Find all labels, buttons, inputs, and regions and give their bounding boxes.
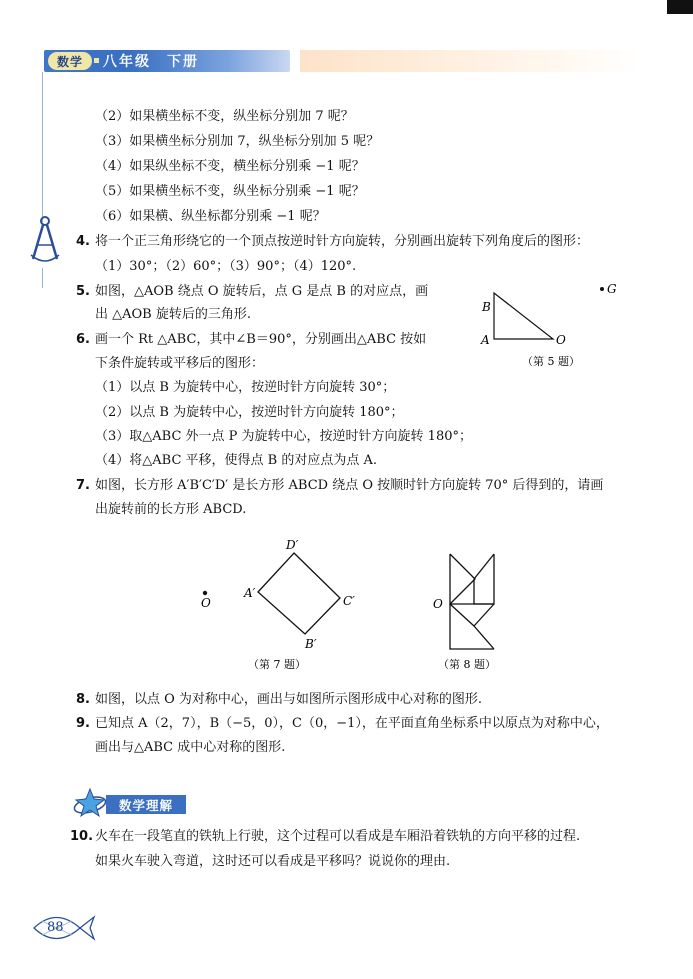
label-B-prime: B′ [305, 637, 317, 651]
label-O: O [433, 597, 443, 611]
exercise-number: 6. [76, 332, 90, 347]
sub-question: （2）如果横坐标不变，纵坐标分别加 7 呢？ [95, 109, 354, 124]
label-C-prime: C′ [343, 594, 355, 608]
margin-line [42, 72, 43, 222]
sub-question: （1）以点 B 为旋转中心，按逆时针方向旋转 30°； [95, 380, 396, 395]
exercise-number: 9. [76, 716, 90, 731]
exercise-text: 将一个正三角形绕它的一个顶点按逆时针方向旋转，分别画出旋转下列角度后的图形： [95, 234, 590, 249]
sub-question: （5）如果横坐标不变，纵坐标分别乘 −1 呢？ [95, 184, 365, 199]
rectangle-A-B-C-D-prime [258, 553, 340, 634]
exercise-text: 如图，长方形 A′B′C′D′ 是长方形 ABCD 绕点 O 按顺时针方向旋转 70° 后得到的，请画 [95, 478, 604, 493]
point-O [203, 591, 207, 595]
sub-question: （3）如果横坐标分别加 7，纵坐标分别加 5 呢？ [95, 134, 380, 149]
exercise-text: 画出与△ABC 成中心对称的图形. [95, 740, 286, 755]
exercise-text: 如果火车驶入弯道，这时还可以看成是平移吗？说说你的理由. [95, 854, 451, 869]
exercise-text: 画一个 Rt △ABC，其中∠B＝90°，分别画出△ABC 按如 [95, 332, 427, 347]
label-A: A [481, 333, 490, 347]
label-O: O [201, 596, 211, 610]
figure-caption: （第 8 题） [438, 658, 496, 671]
label-A-prime: A′ [244, 586, 256, 600]
triangle-AOB [494, 293, 553, 339]
label-O: O [556, 333, 566, 347]
sub-question: （3）取△ABC 外一点 P 为旋转中心，按逆时针方向旋转 180°； [95, 429, 472, 444]
header-band [300, 50, 640, 72]
label-D-prime: D′ [286, 538, 299, 552]
grade-label: 八年级 下册 [103, 54, 199, 70]
sub-question: （4）如果纵坐标不变，横坐标分别乘 −1 呢？ [95, 159, 365, 174]
compass-icon [28, 215, 62, 267]
label-G: G [607, 282, 617, 296]
figure-caption: （第 5 题） [522, 355, 580, 368]
sub-question: （4）将△ABC 平移，使得点 B 的对应点为点 A. [95, 453, 378, 468]
margin-line [42, 268, 43, 288]
label-B: B [482, 300, 491, 314]
exercise-number: 10. [70, 829, 94, 844]
corner-mark [667, 0, 693, 14]
exercise-text: 下条件旋转或平移后的图形： [95, 356, 265, 371]
figure-5 [470, 278, 620, 373]
exercise-number: 7. [76, 478, 90, 493]
section-title: 数学理解 [106, 795, 186, 814]
exercise-text: 如图，△AOB 绕点 O 旋转后，点 G 是点 B 的对应点，画 [95, 284, 429, 299]
sub-question: （2）以点 B 为旋转中心，按逆时针方向旋转 180°； [95, 405, 404, 420]
sub-question: （6）如果横、纵坐标都分别乘 −1 呢？ [95, 209, 326, 224]
subject-badge: 数学 [48, 52, 92, 70]
exercise-text: 火车在一段笔直的铁轨上行驶，这个过程可以看成是车厢沿着铁轨的方向平移的过程. [95, 829, 581, 844]
exercise-number: 4. [76, 234, 90, 249]
figure-caption: （第 7 题） [248, 658, 306, 671]
exercise-text: 出旋转前的长方形 ABCD. [95, 502, 247, 517]
exercise-text: （1）30°；（2）60°；（3）90°；（4）120°. [95, 259, 357, 274]
exercise-text: 已知点 A（2，7），B（−5，0），C（0，−1），在平面直角坐标系中以原点为对称中心， [95, 716, 609, 731]
exercise-number: 8. [76, 692, 90, 707]
header-dot [94, 58, 99, 63]
exercise-text: 如图，以点 O 为对称中心，画出与如图所示图形成中心对称的图形. [95, 692, 483, 707]
figure-8 [420, 550, 530, 675]
tangram-shape [450, 554, 494, 649]
page-number: 88 [47, 920, 64, 935]
point-G [600, 287, 604, 291]
star-icon [72, 786, 110, 818]
exercise-text: 出 △AOB 旋转后的三角形. [95, 307, 251, 322]
exercise-number: 5. [76, 284, 90, 299]
figure-7 [190, 535, 380, 675]
